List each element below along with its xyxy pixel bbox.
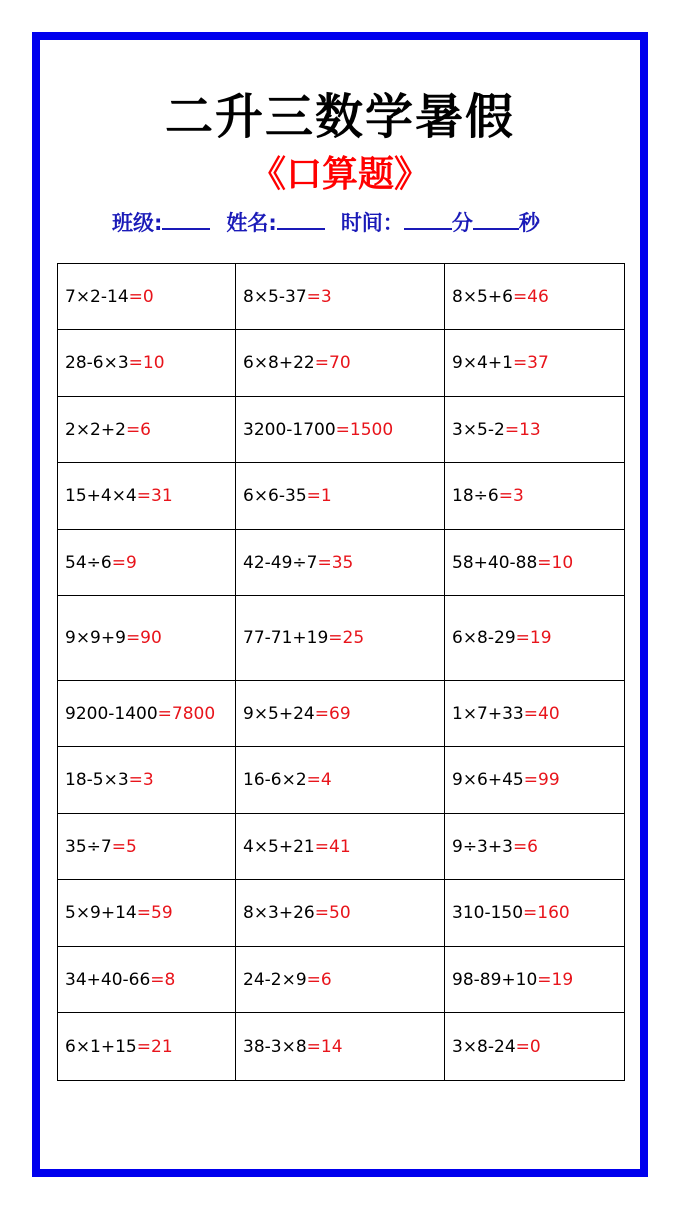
page-subtitle: 《口算题》 xyxy=(249,154,430,195)
problem-answer: =46 xyxy=(512,286,549,307)
problem-expression: 24-2×9 xyxy=(243,969,307,990)
problem-cell xyxy=(58,463,236,530)
problem-cell xyxy=(445,814,625,880)
arithmetic-table xyxy=(57,263,625,1081)
problem-expression: 9×9+9 xyxy=(65,628,126,648)
problem-cell xyxy=(58,947,236,1013)
problem-cell xyxy=(236,264,445,330)
table-row xyxy=(58,596,625,681)
problem-answer: =9 xyxy=(111,552,137,573)
problem-cell xyxy=(236,1013,445,1081)
problem-expression: 6×8-29 xyxy=(452,628,516,648)
problem-answer: =19 xyxy=(537,969,574,990)
problem-answer: =69 xyxy=(314,703,351,724)
table-row xyxy=(58,330,625,397)
problem-cell xyxy=(236,596,445,681)
problem-cell xyxy=(236,880,445,947)
problem-expression: 3200-1700 xyxy=(243,419,336,440)
problem-answer: =59 xyxy=(136,903,173,923)
problem-answer: =1500 xyxy=(335,419,394,440)
problem-expression: 9×4+1 xyxy=(452,353,513,373)
problem-cell xyxy=(58,814,236,880)
problem-expression: 38-3×8 xyxy=(243,1036,307,1057)
problem-expression: 3×5-2 xyxy=(452,419,505,440)
problem-cell xyxy=(236,747,445,814)
problem-cell xyxy=(445,330,625,397)
problem-answer: =3 xyxy=(498,486,524,506)
problem-answer: =37 xyxy=(512,353,549,373)
problem-answer: =6 xyxy=(125,419,151,440)
problem-cell xyxy=(236,530,445,596)
problem-cell xyxy=(445,397,625,463)
problem-expression: 4×5+21 xyxy=(243,836,315,857)
problem-expression: 77-71+19 xyxy=(243,628,329,648)
problem-cell xyxy=(58,681,236,747)
problem-answer: =10 xyxy=(128,353,165,373)
problem-expression: 8×5-37 xyxy=(243,286,307,307)
class-blank[interactable] xyxy=(162,208,210,230)
problem-cell xyxy=(445,1013,625,1081)
second-label: 秒 xyxy=(518,211,540,235)
problem-cell xyxy=(236,814,445,880)
problem-expression: 2×2+2 xyxy=(65,419,126,440)
problem-cell xyxy=(445,880,625,947)
problem-answer: =50 xyxy=(314,903,351,923)
problem-expression: 28-6×3 xyxy=(65,353,129,373)
problem-cell xyxy=(445,947,625,1013)
problem-answer: =99 xyxy=(523,770,560,790)
table-row xyxy=(58,880,625,947)
table-row xyxy=(58,530,625,596)
second-blank[interactable] xyxy=(473,208,519,230)
problem-expression: 5×9+14 xyxy=(65,903,137,923)
problem-expression: 98-89+10 xyxy=(452,969,538,990)
info-line xyxy=(112,207,540,237)
table-row xyxy=(58,1013,625,1081)
problem-cell xyxy=(58,530,236,596)
problem-cell xyxy=(445,681,625,747)
problem-cell xyxy=(445,264,625,330)
problem-answer: =0 xyxy=(515,1036,541,1057)
problem-answer: =21 xyxy=(136,1036,173,1057)
table-row xyxy=(58,947,625,1013)
problem-cell xyxy=(58,747,236,814)
problem-expression: 42-49÷7 xyxy=(243,552,318,573)
problem-answer: =6 xyxy=(512,836,538,857)
problem-answer: =19 xyxy=(515,628,552,648)
problem-answer: =7800 xyxy=(157,703,216,724)
table-row xyxy=(58,463,625,530)
table-row xyxy=(58,681,625,747)
problem-answer: =3 xyxy=(306,286,332,307)
minute-blank[interactable] xyxy=(404,208,452,230)
problem-cell xyxy=(236,947,445,1013)
problem-cell xyxy=(236,463,445,530)
problem-answer: =70 xyxy=(314,353,351,373)
problem-cell xyxy=(445,596,625,681)
table-row xyxy=(58,747,625,814)
problem-expression: 16-6×2 xyxy=(243,770,307,790)
problem-cell xyxy=(445,530,625,596)
problem-expression: 15+4×4 xyxy=(65,486,137,506)
problem-expression: 18÷6 xyxy=(452,486,499,506)
problem-answer: =10 xyxy=(537,552,574,573)
problem-answer: =35 xyxy=(317,552,354,573)
problem-answer: =0 xyxy=(128,286,154,307)
problem-answer: =25 xyxy=(328,628,365,648)
minute-label: 分 xyxy=(451,211,473,235)
problem-answer: =6 xyxy=(306,969,332,990)
problem-expression: 58+40-88 xyxy=(452,552,538,573)
problem-cell xyxy=(58,397,236,463)
problem-cell xyxy=(236,330,445,397)
problem-cell xyxy=(236,681,445,747)
problem-expression: 310-150 xyxy=(452,903,524,923)
problem-answer: =8 xyxy=(150,969,176,990)
problem-cell xyxy=(58,330,236,397)
problem-expression: 9200-1400 xyxy=(65,703,158,724)
problem-answer: =13 xyxy=(504,419,541,440)
table-row xyxy=(58,264,625,330)
name-label: 姓名: xyxy=(226,211,277,235)
problem-cell xyxy=(58,880,236,947)
problem-expression: 54÷6 xyxy=(65,552,112,573)
problem-expression: 8×5+6 xyxy=(452,286,513,307)
class-label: 班级: xyxy=(112,211,163,235)
problem-expression: 9×6+45 xyxy=(452,770,524,790)
problem-answer: =160 xyxy=(523,903,570,923)
problem-expression: 18-5×3 xyxy=(65,770,129,790)
problem-expression: 1×7+33 xyxy=(452,703,524,724)
problem-answer: =5 xyxy=(111,836,137,857)
problem-expression: 6×8+22 xyxy=(243,353,315,373)
time-label: 时间： xyxy=(340,211,404,235)
problem-expression: 3×8-24 xyxy=(452,1036,516,1057)
problem-answer: =14 xyxy=(306,1036,343,1057)
problem-answer: =31 xyxy=(136,486,173,506)
problem-answer: =4 xyxy=(306,770,332,790)
problem-cell xyxy=(445,747,625,814)
problem-cell xyxy=(445,463,625,530)
page-title: 二升三数学暑假 xyxy=(164,89,515,145)
problem-expression: 9÷3+3 xyxy=(452,836,513,857)
name-blank[interactable] xyxy=(277,208,325,230)
problem-expression: 6×6-35 xyxy=(243,486,307,506)
problem-expression: 7×2-14 xyxy=(65,286,129,307)
problem-expression: 34+40-66 xyxy=(65,969,151,990)
problem-cell xyxy=(58,1013,236,1081)
problem-answer: =40 xyxy=(523,703,560,724)
problem-answer: =90 xyxy=(125,628,162,648)
problem-expression: 35÷7 xyxy=(65,836,112,857)
problem-expression: 9×5+24 xyxy=(243,703,315,724)
problem-cell xyxy=(236,397,445,463)
table-row xyxy=(58,814,625,880)
problem-answer: =41 xyxy=(314,836,351,857)
problem-expression: 6×1+15 xyxy=(65,1036,137,1057)
table-row xyxy=(58,397,625,463)
problem-cell xyxy=(58,596,236,681)
problem-cell xyxy=(58,264,236,330)
problem-answer: =1 xyxy=(306,486,332,506)
problem-expression: 8×3+26 xyxy=(243,903,315,923)
problem-answer: =3 xyxy=(128,770,154,790)
